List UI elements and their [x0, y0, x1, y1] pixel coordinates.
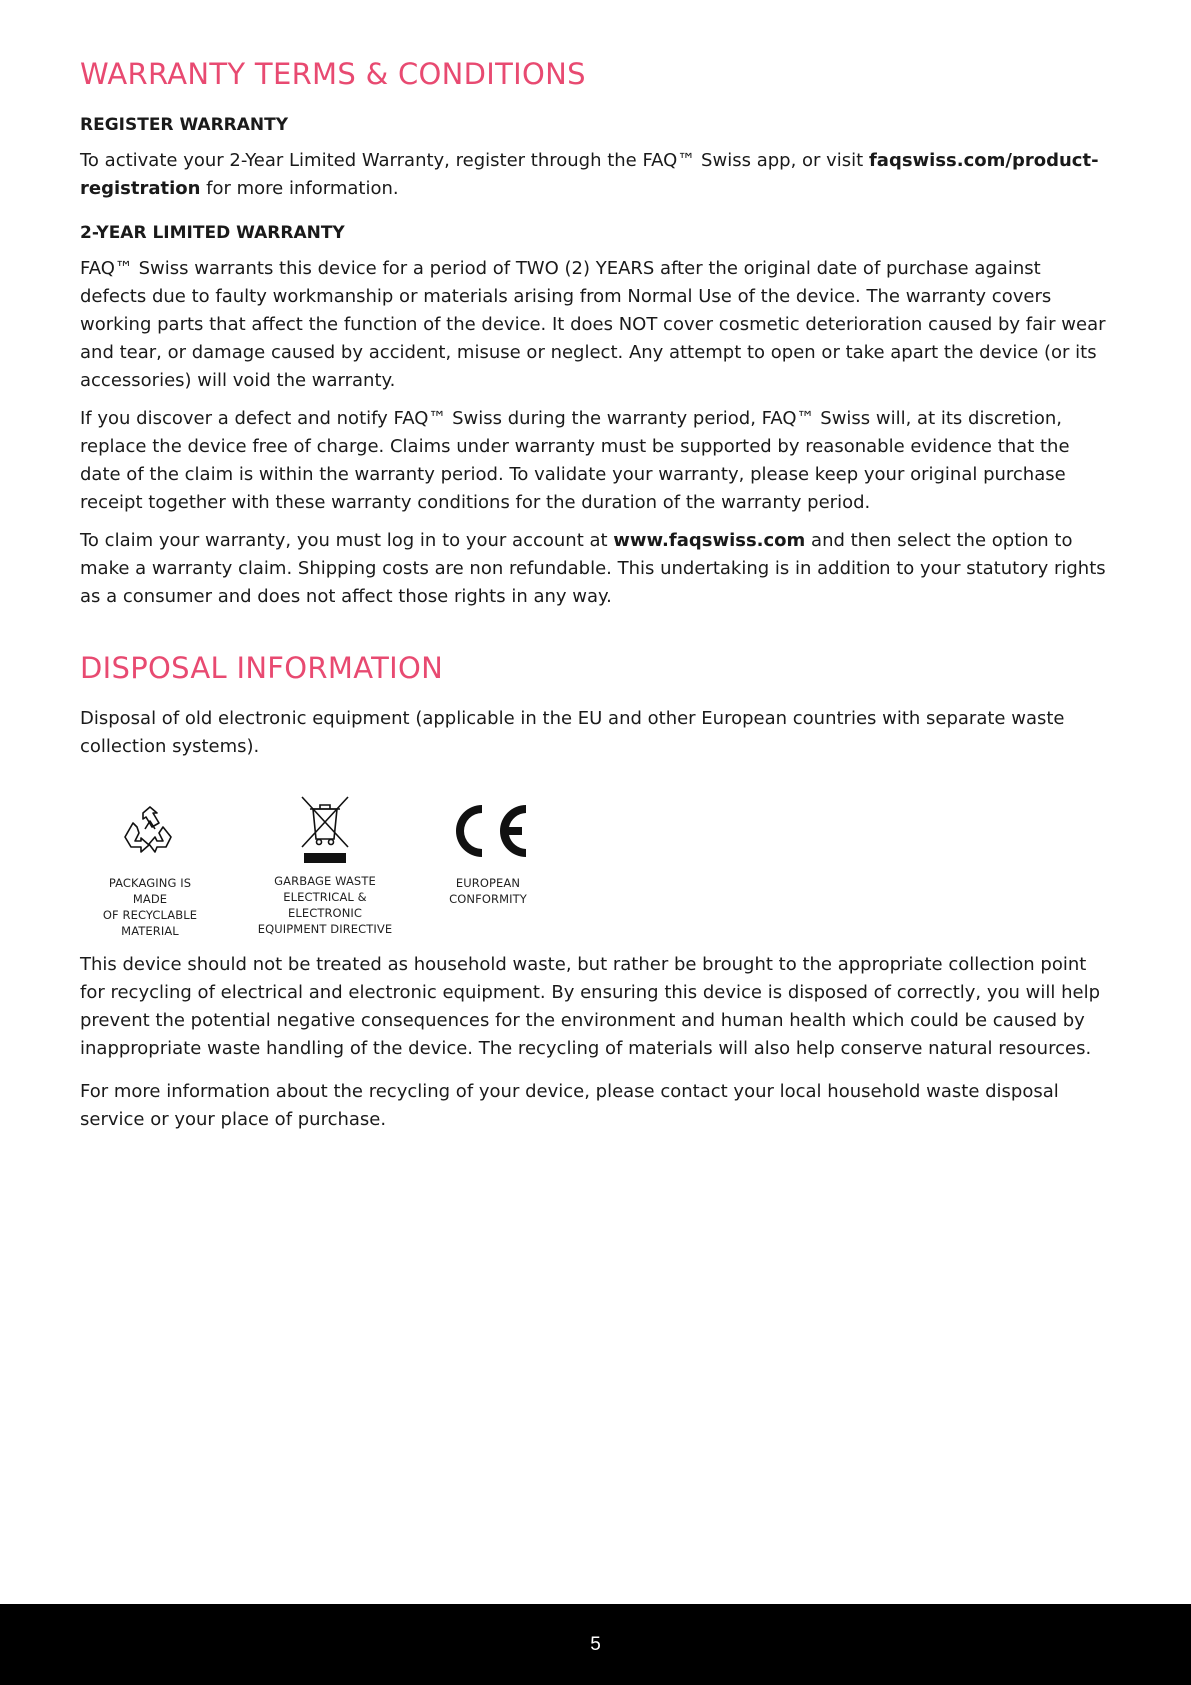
page-footer	[0, 1604, 1191, 1685]
disposal-paragraph-2: For more information about the recycling of your device, please contact your local household waste disposal service or your place of purchase.	[80, 1081, 1059, 1130]
disposal-title: DISPOSAL INFORMATION	[80, 651, 444, 685]
warranty-paragraph-3: To claim your warranty, you must log in to your account at www.faqswiss.com and then select the option to make a warranty claim. Shipping costs are non refundable. This undertaking is in addition to your statutory rights as a consumer and does not affect those rights in any way.	[80, 530, 1106, 607]
ce-mark-icon	[446, 801, 530, 861]
page-number: 5	[590, 1634, 601, 1655]
weee-bin-icon	[299, 795, 351, 865]
recycle-badge	[93, 795, 207, 939]
weee-caption: GARBAGE WASTE ELECTRICAL & ELECTRONIC EQUIPMENT DIRECTIVE	[257, 874, 393, 936]
disposal-icons	[102, 795, 625, 938]
ce-badge	[438, 795, 538, 907]
registration-link[interactable]: faqswiss.com/product-registration	[80, 150, 1099, 199]
register-warranty-heading: REGISTER WARRANTY	[80, 115, 289, 135]
recycle-caption: PACKAGING IS MADE OF RECYCLABLE MATERIAL	[102, 876, 198, 938]
faqswiss-link[interactable]: www.faqswiss.com	[613, 530, 806, 551]
limited-warranty-heading: 2-YEAR LIMITED WARRANTY	[80, 223, 345, 243]
ce-caption: EUROPEAN CONFORMITY	[449, 876, 527, 906]
warranty-paragraph-1: FAQ™ Swiss warrants this device for a period of TWO (2) YEARS after the original date of purchase against defects due to faulty workmanship or materials arising from Normal Use of the device. The warranty covers working parts that affect the function of the device. It does NOT cover cosmetic deterioration caused by fair wear and tear, or damage caused by accident, misuse or neglect. Any attempt to open or take apart the device (or its accessories) will void the warranty.	[80, 258, 1106, 391]
disposal-paragraph-1: This device should not be treated as household waste, but rather be brought to the appropriate collection point for recycling of electrical and electronic equipment. By ensuring this device is disposed of correctly, you will help prevent the potential negative consequences for the environment and human health which could be caused by inappropriate waste handling of the device. The recycling of materials will also help conserve natural resources.	[80, 954, 1101, 1059]
warranty-title: WARRANTY TERMS & CONDITIONS	[80, 57, 586, 91]
weee-badge	[245, 795, 405, 937]
register-warranty-text: To activate your 2-Year Limited Warranty, register through the FAQ™ Swiss app, or visit faqswiss.com/product-registration for more information.	[80, 150, 1099, 199]
warranty-paragraph-2: If you discover a defect and notify FAQ™ Swiss during the warranty period, FAQ™ Swiss will, at its discretion, replace the device free of charge. Claims under warranty must be supported by reasonable evidence that the date of the claim is within the warranty period. To validate your warranty, please keep your original purchase receipt together with these warranty conditions for the duration of the warranty period.	[80, 408, 1070, 513]
recycle-icon	[119, 805, 181, 865]
disposal-intro: Disposal of old electronic equipment (applicable in the EU and other European countries with separate waste collection systems).	[80, 708, 1065, 757]
